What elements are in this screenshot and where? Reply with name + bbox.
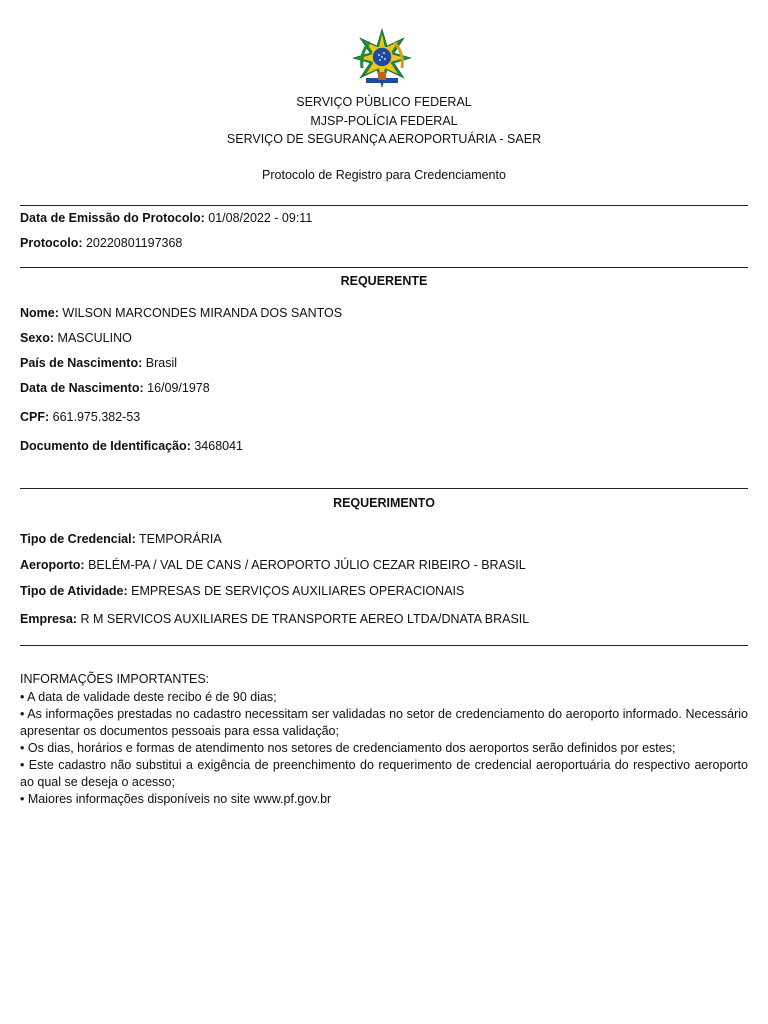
header-line-3: SERVIÇO DE SEGURANÇA AEROPORTUÁRIA - SAER	[226, 132, 542, 146]
tipo-atividade-value: EMPRESAS DE SERVIÇOS AUXILIARES OPERACIONAIS	[131, 584, 465, 598]
divider	[20, 645, 748, 646]
protocol-number-value: 20220801197368	[85, 236, 183, 250]
protocol-number-field	[20, 236, 182, 250]
tipo-credencial-field	[20, 532, 222, 546]
divider	[20, 488, 748, 489]
cpf-field	[20, 410, 140, 424]
sexo-value: MASCULINO	[57, 331, 132, 345]
tipo-atividade-label: Tipo de Atividade:	[20, 584, 128, 598]
document-title: Protocolo de Registro para Credenciamento	[262, 168, 506, 182]
info-item: • Os dias, horários e formas de atendimento nos setores de credenciamento dos aeroportos serão definidos por estes;	[20, 741, 676, 755]
aeroporto-label: Aeroporto:	[20, 558, 85, 572]
cpf-value: 661.975.382-53	[52, 410, 141, 424]
nome-field	[20, 306, 342, 320]
emission-date-value: 01/08/2022 - 09:11	[208, 211, 313, 225]
info-item: • A data de validade deste recibo é de 90 dias;	[20, 690, 277, 704]
tipo-atividade-field	[20, 584, 464, 598]
empresa-field	[20, 612, 529, 626]
nome-label: Nome:	[20, 306, 59, 320]
empresa-value: R M SERVICOS AUXILIARES DE TRANSPORTE AEREO LTDA/DNATA BRASIL	[80, 612, 530, 626]
protocol-number-label: Protocolo:	[20, 236, 83, 250]
info-item: • Maiores informações disponíveis no site www.pf.gov.br	[20, 792, 332, 806]
important-info-heading: INFORMAÇÕES IMPORTANTES:	[20, 672, 210, 686]
requerimento-section-title: REQUERIMENTO	[333, 496, 435, 510]
header-line-1: SERVIÇO PÚBLICO FEDERAL	[296, 95, 472, 109]
documento-identificacao-field	[20, 439, 243, 453]
data-nascimento-field	[20, 381, 210, 395]
cpf-label: CPF:	[20, 410, 50, 424]
pais-nascimento-value: Brasil	[145, 356, 178, 370]
sexo-label: Sexo:	[20, 331, 55, 345]
nome-value: WILSON MARCONDES MIRANDA DOS SANTOS	[62, 306, 343, 320]
data-nascimento-label: Data de Nascimento:	[20, 381, 144, 395]
data-nascimento-value: 16/09/1978	[147, 381, 210, 395]
aeroporto-field	[20, 558, 526, 572]
sexo-field	[20, 331, 132, 345]
header-line-2: MJSP-POLÍCIA FEDERAL	[310, 114, 458, 128]
emission-date-field	[20, 211, 312, 225]
tipo-credencial-value: TEMPORÁRIA	[139, 532, 222, 546]
documento-identificacao-label: Documento de Identificação:	[20, 439, 191, 453]
divider	[20, 205, 748, 206]
documento-identificacao-value: 3468041	[194, 439, 244, 453]
requerente-section-title: REQUERENTE	[340, 274, 428, 288]
pais-nascimento-label: País de Nascimento:	[20, 356, 143, 370]
info-item: • Este cadastro não substitui a exigência de preenchimento do requerimento de credencial aeroportuária do respectivo aeroporto ao qual se deseja o acesso;	[20, 758, 748, 789]
aeroporto-value: BELÉM-PA / VAL DE CANS / AEROPORTO JÚLIO CEZAR RIBEIRO - BRASIL	[88, 558, 526, 572]
pais-nascimento-field	[20, 356, 177, 370]
coat-of-arms-emblem	[352, 28, 412, 88]
info-item: • As informações prestadas no cadastro necessitam ser validadas no setor de credenciamento do aeroporto informado. Necessário apresentar os documentos pessoais para essa validação;	[20, 707, 748, 738]
empresa-label: Empresa:	[20, 612, 77, 626]
tipo-credencial-label: Tipo de Credencial:	[20, 532, 136, 546]
divider	[20, 267, 748, 268]
emission-date-label: Data de Emissão do Protocolo:	[20, 211, 205, 225]
important-info-block	[20, 671, 748, 808]
